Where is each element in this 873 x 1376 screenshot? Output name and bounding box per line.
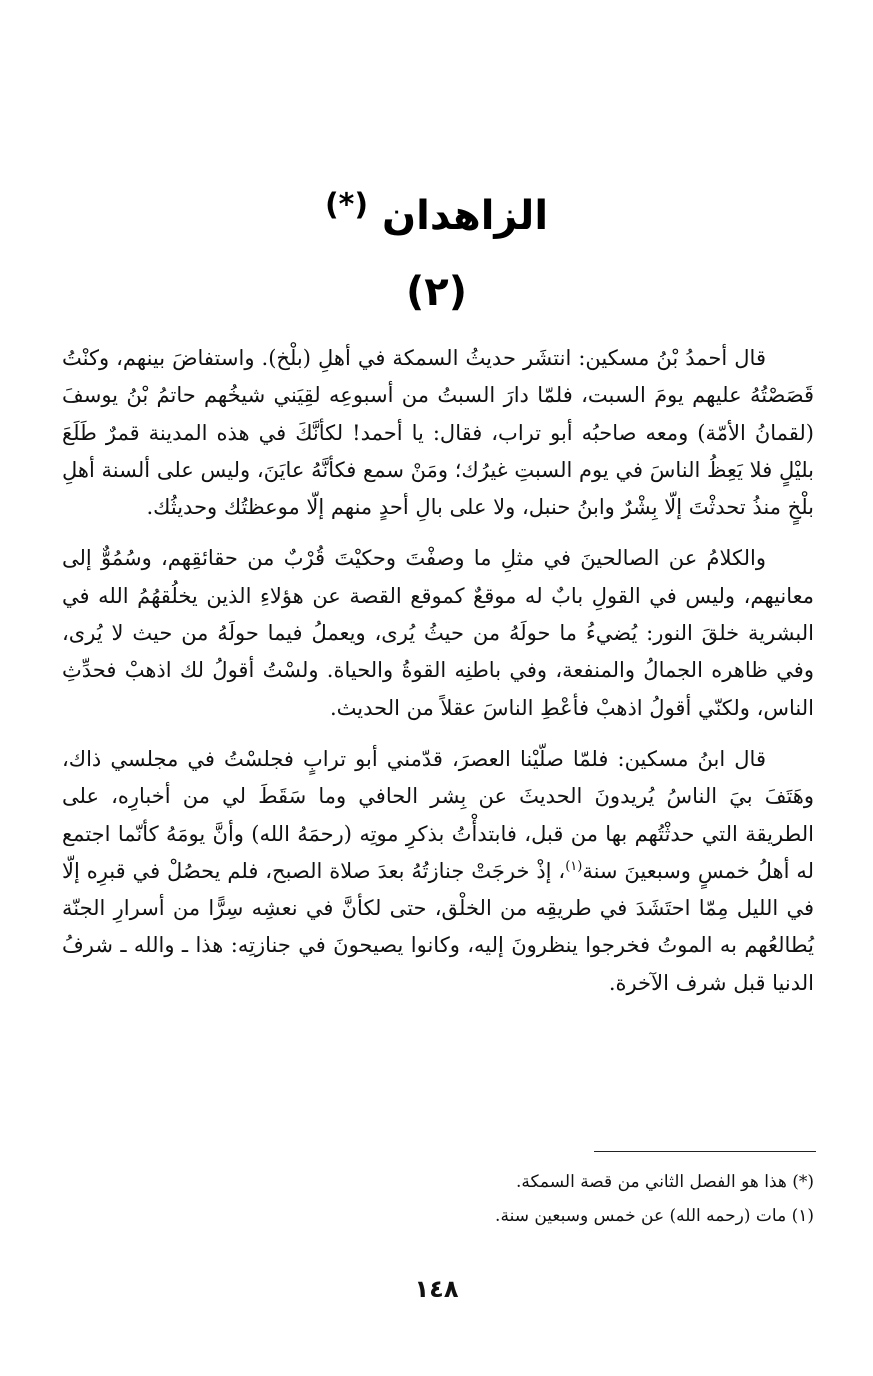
paragraph-3-part-1: قال ابنُ مسكين: فلمّا صلّيْنا العصرَ، قدّمني أبو ترابٍ فجلسْتُ في مجلسي ذاك، وهَتَفَ بيَ الناسُ يُريدونَ الحديثَ عن بِشر الحافي وما سَقَطَ لي من أخبارِه، على الطريقة التي حدثْتُهم بها من قبل، فابتدأْتُ بذكرِ موتِه (رحمَهُ الله) وأنَّ يومَهُ كأنّما اجتمع له أهلُ خمسٍ وسبعينَ سنة xyxy=(62,746,814,883)
chapter-title-text: الزاهدان xyxy=(382,193,549,239)
footnote-separator xyxy=(594,1151,816,1152)
page-number: ١٤٨ xyxy=(414,1275,459,1303)
footnote-star: (*) هذا هو الفصل الثاني من قصة السمكة. xyxy=(515,1172,814,1192)
paragraph-3-part-2: ، إذْ خرجَتْ جنازتُهُ بعدَ صلاة الصبح، فلم يحصُلْ في قبرِه إلّا في الليل مِمّا احتَشَدَ في طريقِه من الخلْق، حتى لكأنَّ في نعشِه سِرًّا من أسرارِ الجنّة يُطالعُهم به الموتُ فخرجوا ينظرونَ إليه، وكانوا يصيحونَ في جنازتِه: هذا ـ والله ـ شرفُ الدنيا قبل شرف الآخرة. xyxy=(62,858,814,995)
part-number: (٢) xyxy=(406,269,467,315)
footnote-reference: (١) xyxy=(565,858,583,874)
chapter-title xyxy=(0,186,873,246)
footnote-1: (١) مات (رحمه الله) عن خمس وسبعين سنة. xyxy=(495,1206,814,1226)
body-text xyxy=(62,340,814,1016)
title-footnote-marker: (*) xyxy=(324,187,369,223)
paragraph-3 xyxy=(62,741,814,1002)
paragraph-2: والكلامُ عن الصالحينَ في مثلِ ما وصفْتَ وحكيْتَ قُرْبٌ من حقائقِهم، وسُمُوٌّ إلى معانيهم، وليس في القولِ بابٌ له موقعٌ كموقع القصة عن هؤلاءِ الذين يخلُقهُمُ الله في البشرية خلقَ النور: يُضيءُ ما حولَهُ من حيثُ يُرى، ويعملُ فيما حولَهُ من حيث لا يُرى، وفي ظاهره الجمالُ والمنفعة، وفي باطنِه القوةُ والحياة. ولسْتُ أقولُ لك اذهبْ فحدِّثِ الناس، ولكنّي أقولُ اذهبْ فأعْطِ الناسَ عقلاً من الحديث. xyxy=(62,546,814,720)
footnotes xyxy=(62,1165,814,1233)
paragraph-1: قال أحمدُ بْنُ مسكين: انتشَر حديثُ السمكة في أهلِ (بلْخ). واستفاضَ بينهم، وكنْتُ قَصَصْتُهُ عليهم يومَ السبت، فلمّا دارَ السبتُ من أسبوعِه لقِيَني شيخُهم حاتمُ بْنُ يوسفَ (لقمانُ الأمّة) ومعه صاحبُه أبو تراب، فقال: يا أحمد! لكأنَّكَ في هذه المدينة قمرٌ طَلَعَ بليْلٍ فلا يَعِظُ الناسَ في يوم السبتِ غيرُك؛ ومَنْ سمع فكأنَّهُ عايَنَ، وليس على ألسنة أهلِ بلْخٍ منذُ تحدثْتَ إلّا بِشْرٌ وابنُ حنبل، ولا على بالِ أحدٍ منهم إلّا موعظتُك وحديثُك. xyxy=(62,346,814,520)
